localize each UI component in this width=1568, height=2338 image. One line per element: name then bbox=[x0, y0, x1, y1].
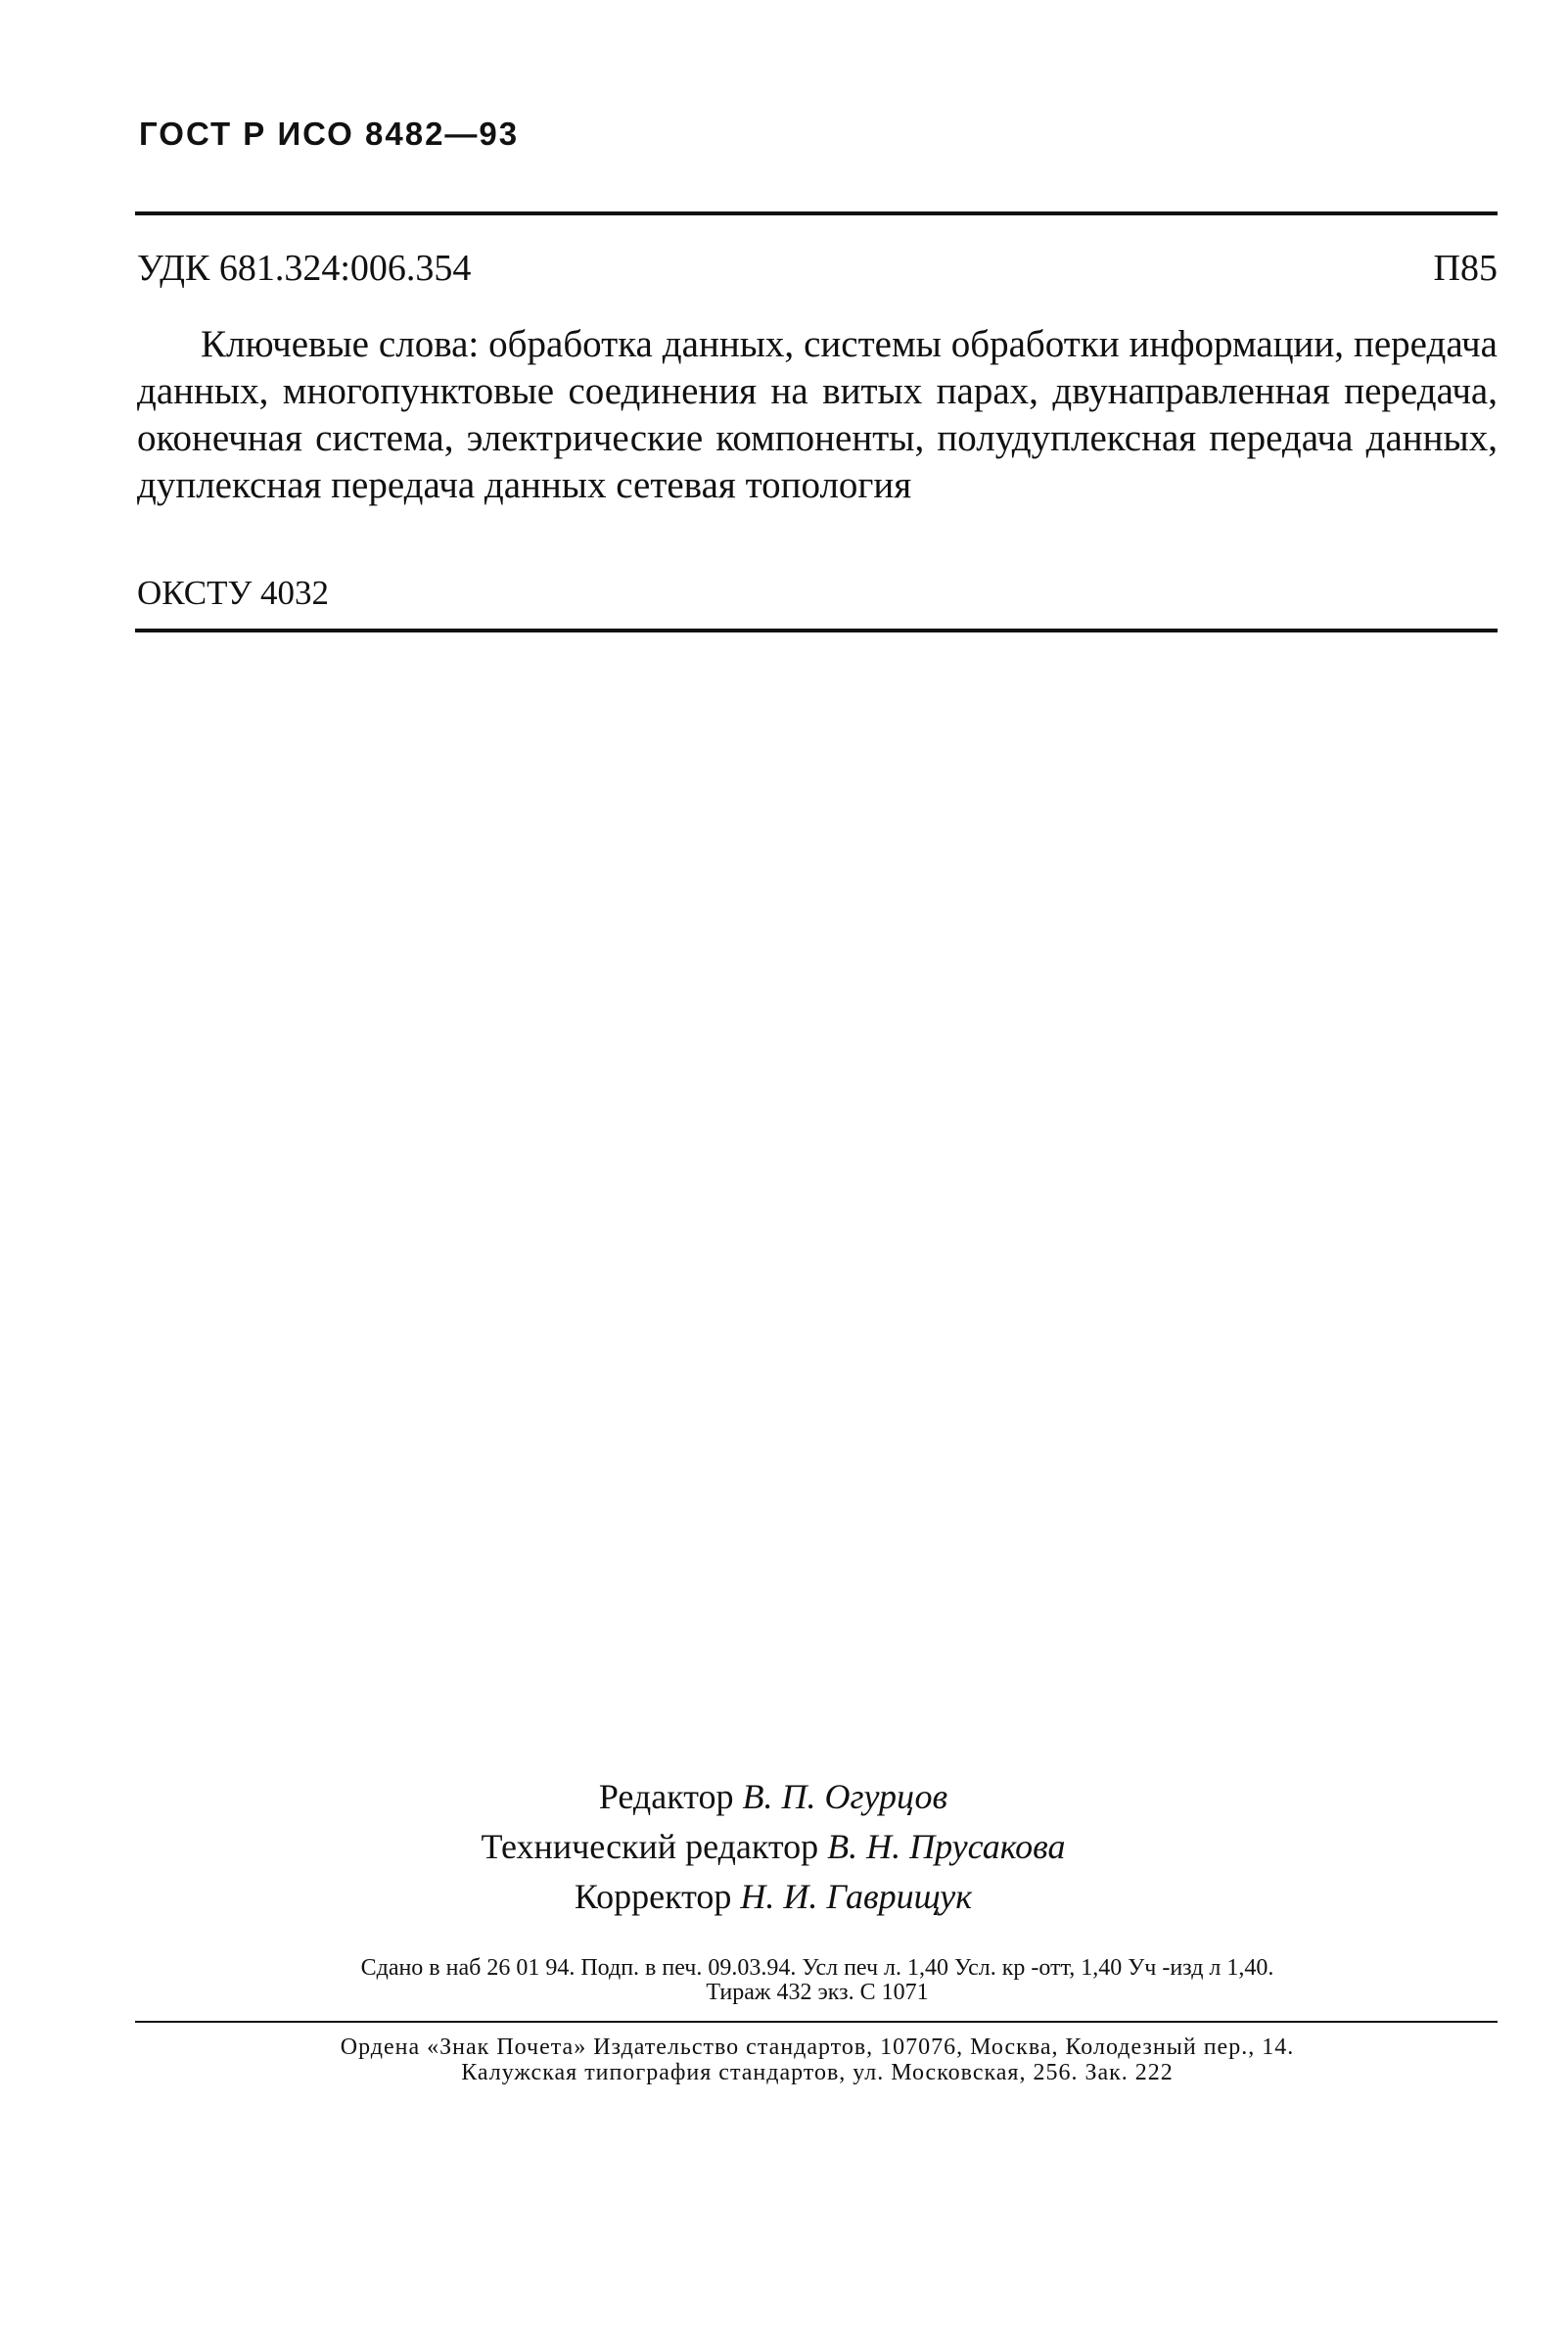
group-code: П85 bbox=[1433, 248, 1498, 289]
top-rule bbox=[135, 211, 1498, 215]
tech-editor-name: В. Н. Прусакова bbox=[827, 1827, 1066, 1866]
imprint-line-1: Сдано в наб 26 01 94. Подп. в печ. 09.03.94. Усл печ л. 1,40 Усл. кр -отт, 1,40 Уч -изд л 1,40. bbox=[360, 1955, 1274, 1981]
udk-code: УДК 681.324:006.354 bbox=[137, 248, 472, 289]
document-code: ГОСТ Р ИСО 8482—93 bbox=[139, 116, 520, 152]
imprint-block bbox=[137, 1956, 1498, 2005]
editor-role: Редактор bbox=[598, 1777, 734, 1816]
udk-row bbox=[137, 247, 1498, 290]
tech-editor-role: Технический редактор bbox=[481, 1827, 819, 1866]
imprint-line-2: Тираж 432 экз. С 1071 bbox=[706, 1980, 929, 2005]
okstu-code: ОКСТУ 4032 bbox=[137, 574, 330, 612]
proofreader-role: Корректор bbox=[574, 1877, 732, 1916]
keywords-paragraph: Ключевые слова: обработка данных, системы обработки информации, передача данных, многопунктовые соединения на витых парах, двунаправленная передача, оконечная система, электрические компоненты, полудуплексная передача данных, дуплексная передача данных сетевая топология bbox=[137, 323, 1498, 506]
publisher-line-2: Калужская типография стандартов, ул. Московская, 256. Зак. 222 bbox=[461, 2060, 1174, 2085]
bottom-rule bbox=[135, 629, 1498, 632]
proofreader-name: Н. И. Гаврищук bbox=[740, 1877, 973, 1916]
proofreader-line bbox=[392, 1872, 1155, 1922]
tech-editor-line bbox=[392, 1822, 1155, 1872]
editor-name: В. П. Огурцов bbox=[742, 1777, 948, 1816]
editor-line bbox=[392, 1772, 1155, 1822]
credits-block bbox=[392, 1772, 1155, 1922]
publisher-block bbox=[137, 2034, 1498, 2085]
imprint-rule bbox=[135, 2021, 1498, 2023]
publisher-line-1: Ордена «Знак Почета» Издательство стандартов, 107076, Москва, Колодезный пер., 14. bbox=[340, 2034, 1295, 2060]
